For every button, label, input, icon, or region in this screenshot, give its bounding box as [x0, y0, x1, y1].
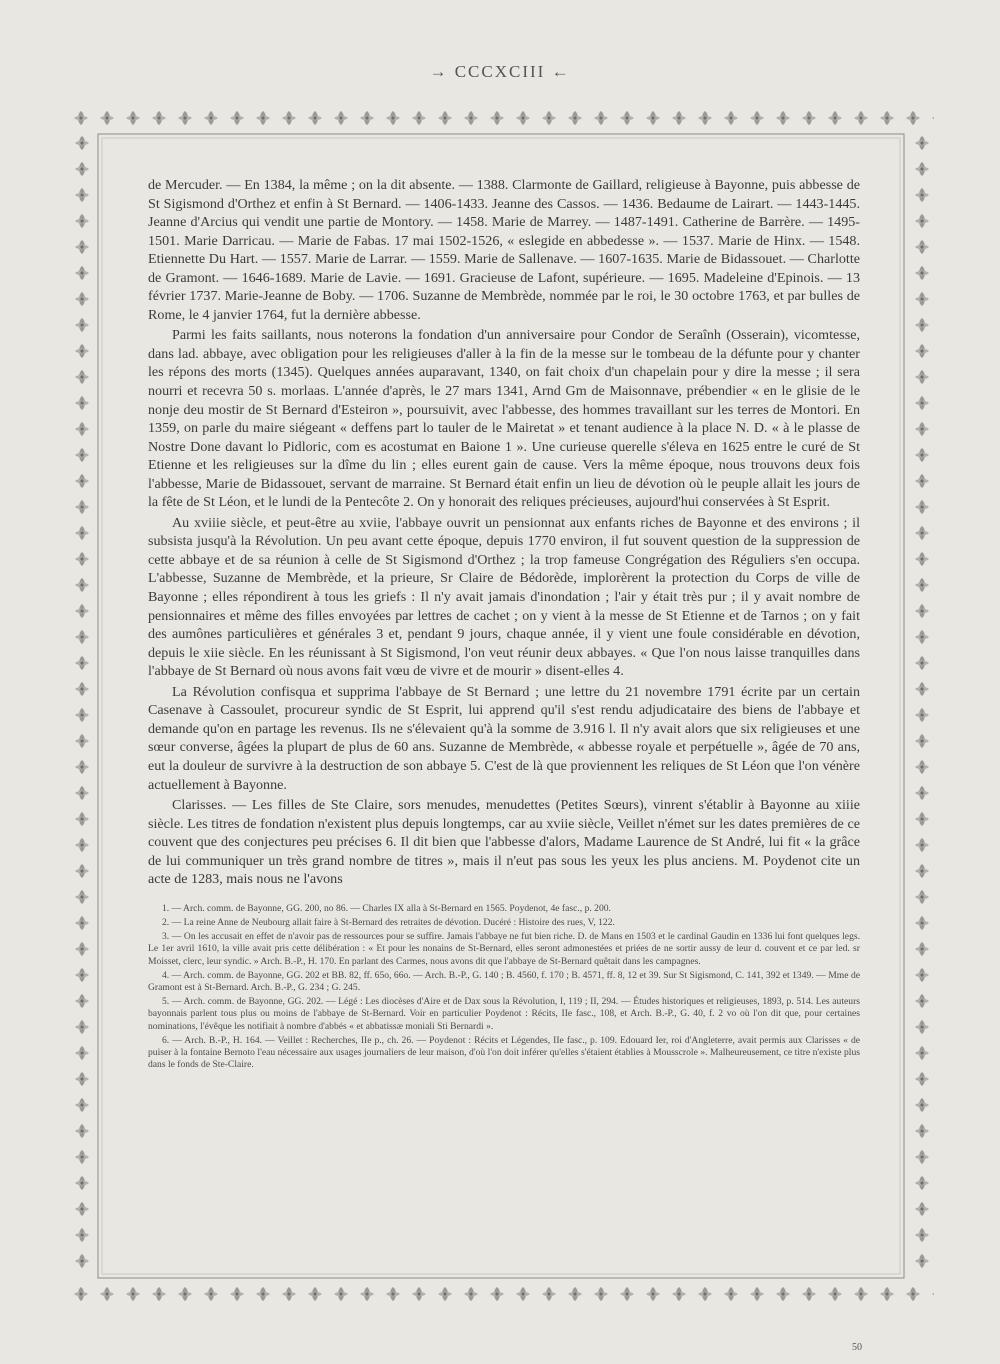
footnote: 2. — La reine Anne de Neubourg allait faire à St-Bernard des retraites de dévotion. Ducéré : Histoire des rues, V, 122. [162, 916, 615, 928]
page-roman-numeral: CCCXCIII [454, 62, 546, 81]
paragraph: Clarisses. — Les filles de Ste Claire, sors menudes, menudettes (Petites Sœurs), vinrent s'établir à Bayonne au xiiie siècle. Les titres de fondation n'existent plus depuis longtemps, car au xviie siècle, Veillet n'émet sur les dates premières de ce couvent que des conjectures peu précises 6. Il dit bien que l'abbesse d'alors, Madame Laurence de St André, lui fit « la grâce de lui communiquer un très grand nombre de titres », mais il n'eut pas sous les yeux les plus anciens. M. Poydenot cite un acte de 1283, mais nous ne l'avons [148, 797, 860, 888]
footnote: 6. — Arch. B.-P., H. 164. — Veillet : Recherches, IIe p., ch. 26. — Poydenot : Récits et Légendes, IIe fasc., p. 109. Edouard Ier, roi d'Angleterre, avait permis aux Clarisses « de puiser à la fontaine Bernoto l'eau nécessaire aux usages journaliers de leur maison, d'où l'on doit inférer qu'elles s'étaient établies à Mousscrole ». Malheureusement, ce titre n'existe plus dans le fonds de Ste-Claire. [148, 1034, 860, 1071]
page-number: 50 [852, 1342, 862, 1353]
footnote: 3. — On les accusait en effet de n'avoir pas de ressources pour se suffire. Jamais l'abbaye ne fut bien riche. D. de Mans en 1503 et le cardinal Gaudin en 1336 lui font quelques legs. Le 1er avril 1610, la ville avait pris cette délibération : « Et pour les nonains de St-Bernard, elles seront admonestées et priées de ne sortir aussy de leur d. couvent et ce par led. sr Moisset, clerc, leur syndic. » Arch. B.-P., H. 170. En parlant des Carmes, nous avons dit que l'abbaye de St-Bernard quêtait dans les campagnes. [148, 931, 860, 967]
paragraph: La Révolution confisqua et supprima l'abbaye de St Bernard ; une lettre du 21 novembre 1791 écrite par un certain Casenave à Cassoulet, procureur syndic de St Esprit, lui apprend qu'il s'est rendu adjudicataire des biens de l'abbaye et demande qu'on en partage les revenus. Ils ne s'élevaient qu'à la somme de 3.916 l. Il n'y avait alors que six religieuses et une sœur converse, âgées la plupart de plus de 60 ans. Suzanne de Membrède, « abbesse royale et perpétuelle », âgée de 70 ans, eut la douleur de survivre à la destruction de son abbaye 5. C'est de là que proviennent les reliques de St Léon que l'on vénère actuellement à Bayonne. [148, 683, 860, 793]
header-left-ornament: → [429, 62, 449, 81]
footnote: 5. — Arch. comm. de Bayonne, GG. 202. — Légé : Les diocèses d'Aire et de Dax sous la Révolution, I, 119 ; II, 294. — Études historiques et religieuses, 1893, p. 514. Les auteurs bayonnais parlent tous plus ou moins de l'abbaye de St-Bernard. Voir en particulier Poydenot : Récits, IIe fasc., 108, et Arch. B.-P., G. 40, f. 2 vo où l'on dit que, pour certaines nominations, l'évêque les notifiait à nombre d'abbés « et abbatissæ moniali Sti Bernardi ». [148, 996, 860, 1032]
paragraph: de Mercuder. — En 1384, la même ; on la dit absente. — 1388. Clarmonte de Gaillard, religieuse à Bayonne, puis abbesse de St Sigismond d'Orthez et enfin à St Bernard. — 1406-1433. Jeanne des Cassos. — 1436. Bedaume de Lairart. — 1443-1445. Jeanne d'Arcius qui vendit une partie de Montory. — 1458. Marie de Marrey. — 1487-1491. Catherine de Barrère. — 1495-1501. Marie Darricau. — Marie de Fabas. 17 mai 1502-1526, « eslegide en abbedesse ». — 1537. Marie de Hinx. — 1548. Etiennette Du Hart. — 1557. Marie de Larrar. — 1559. Marie de Sallenave. — 1607-1635. Marie de Bidassouet. — Charlotte de Gramont. — 1646-1689. Marie de Lavie. — 1691. Gracieuse de Lafont, supérieure. — 1695. Madeleine d'Epinois. — 13 février 1737. Marie-Jeanne de Boby. — 1706. Suzanne de Membrède, nommée par le roi, le 30 octobre 1763, et par bulles de Rome, le 4 janvier 1764, fut la dernière abbesse. [148, 177, 860, 323]
page-header [0, 62, 1000, 82]
footnote: 1. — Arch. comm. de Bayonne, GG. 200, no 86. — Charles IX alla à St-Bernard en 1565. Poydenot, 4e fasc., p. 200. [162, 902, 611, 914]
paragraph: Au xviiie siècle, et peut-être au xviie, l'abbaye ouvrit un pensionnat aux enfants riches de Bayonne et des environs ; il subsista jusqu'à la Révolution. Un peu avant cette époque, depuis 1770 environ, il fut souvent question de la suppression de cette abbaye et de sa réunion à celle de St Sigismond d'Orthez ; la trop fameuse Congrégation des Réguliers s'en occupa. L'abbesse, Suzanne de Membrède, et la prieure, Sr Claire de Bédorède, implorèrent la protection du Corps de ville de Bayonne ; elles répondirent à tous les griefs : Il n'y avait jamais d'inondation ; l'air y était très pur ; il y avait nombre de pensionnaires et même des filles envoyées par lettres de cachet ; on y vient à la messe de St Etienne et de Tarnos ; on y fait des aumônes particulières et générales 3 et, pendant 9 jours, chaque année, il y vient une foule considérable en dévotion, depuis le xiie siècle. En les réunissant à St Sigismond, l'on veut réunir deux abbayes. « Que l'on nous laisse tranquilles dans l'abbaye de St Bernard où nous avons fait vœu de vivre et de mourir » disent-elles 4. [148, 514, 860, 680]
footnotes [148, 903, 860, 1072]
paragraph: Parmi les faits saillants, nous noterons la fondation d'un anniversaire pour Condor de Seraînh (Osserain), vicomtesse, dans lad. abbaye, avec obligation pour les religieuses d'aller à la fin de la messe sur le tombeau de la défunte pour y chanter les répons des morts (1345). Quelques années auparavant, 1340, on fait choix d'un chapelain pour y dire la messe ; il sera nourri et recevra 50 s. morlaas. L'année d'après, le 27 mars 1341, Arnd Gm de Maisonnave, prébendier « en le glisie de le nonje deu mostir de St Bernard d'Esteiron », poursuivit, avec l'abbesse, des hommes travaillant sur les terres de Montori. En 1359, on parle du maire siégeant « deffens part lo tauler de le Mairetat » et tenant audience à la place N. D. « à le plasse de Nostre Done davant lo Pidloric, com es acostumat en Baione 1 ». Une curieuse querelle s'éleva en 1625 entre le curé de St Etienne et les religieuses sur la dîme du lin ; elles eurent gain de cause. Vers la même époque, nous trouvons deux fois l'abbesse, Marie de Bidassouet, servant de marraine. St Bernard était enfin un lieu de dévotion où le peuple allait les jours de la fête de St Léon, et le lundi de la Pentecôte 2. On y honorait des reliques précieuses, aujourd'hui conservées à St Esprit. [148, 327, 860, 511]
main-text [148, 176, 860, 1071]
header-right-ornament: ← [551, 62, 571, 81]
footnote: 4. — Arch. comm. de Bayonne, GG. 202 et BB. 82, ff. 65o, 66o. — Arch. B.-P., G. 140 ; B. 4560, f. 170 ; B. 4571, ff. 8, 12 et 39. Sur St Sigismond, C. 141, 392 et 1349. — Mme de Gramont est à St-Bernard. Arch. B.-P., G. 234 ; G. 245. [148, 969, 860, 993]
